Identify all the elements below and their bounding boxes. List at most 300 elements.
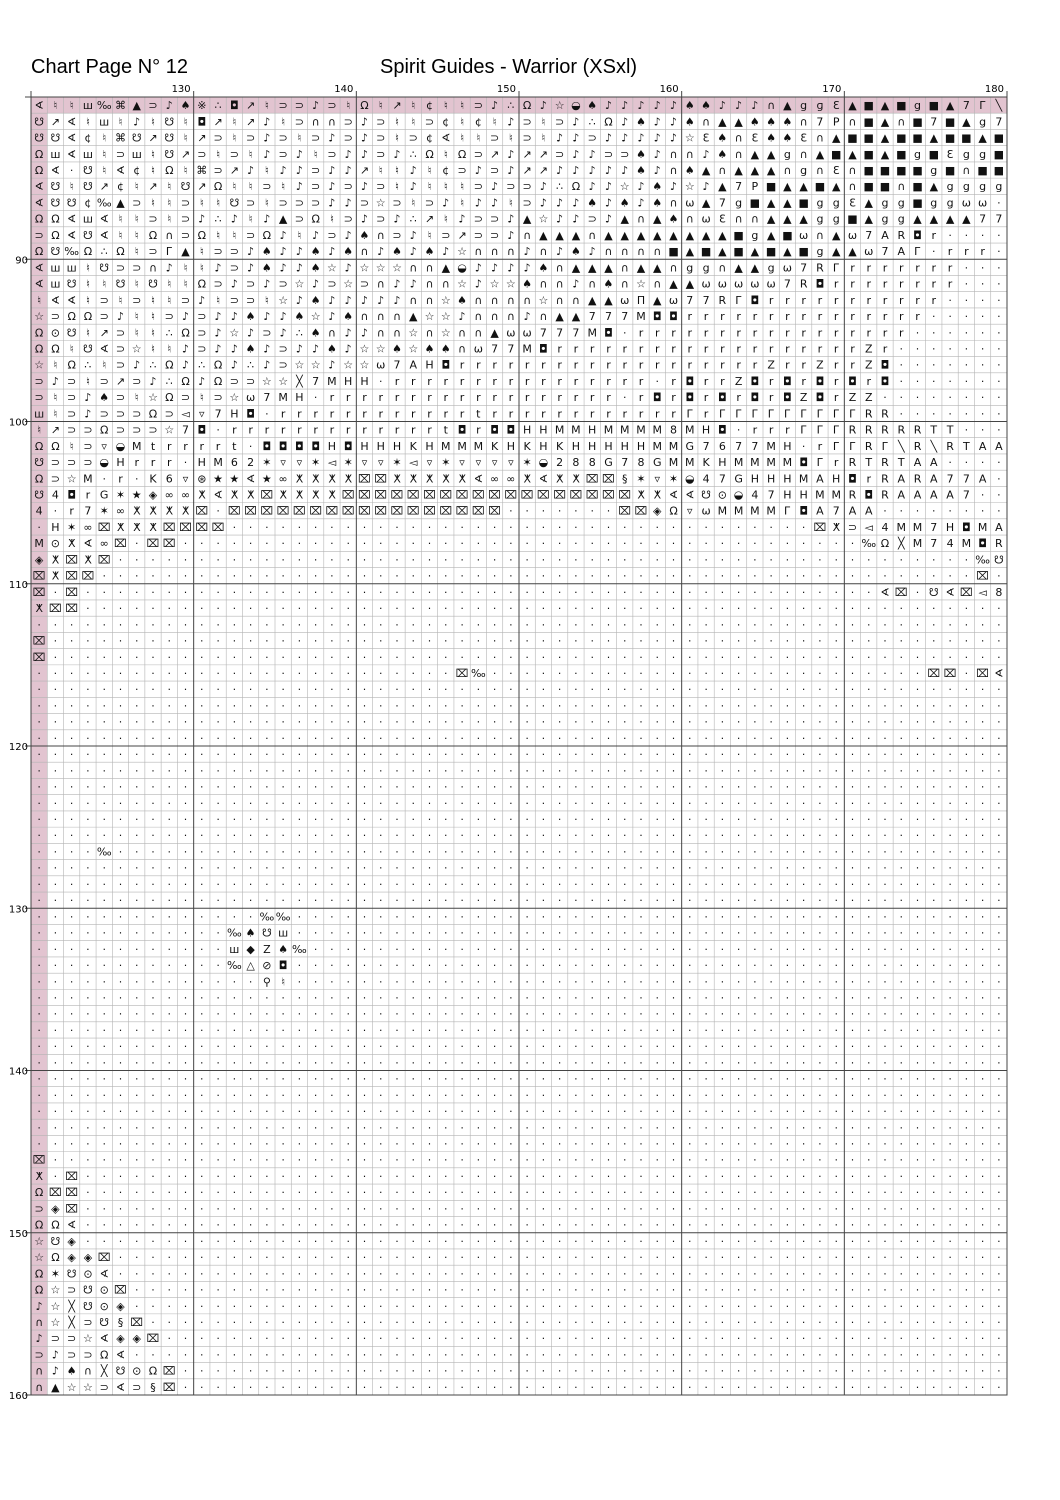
chart-symbol: ◘ xyxy=(978,537,987,551)
chart-symbol: · xyxy=(297,1072,302,1086)
chart-symbol: r xyxy=(850,358,855,372)
chart-symbol: · xyxy=(818,1023,822,1037)
chart-symbol: · xyxy=(574,877,578,891)
chart-symbol: · xyxy=(509,942,513,956)
chart-symbol: · xyxy=(980,764,985,778)
chart-symbol: · xyxy=(606,748,611,762)
chart-symbol: · xyxy=(297,569,302,583)
chart-symbol: · xyxy=(134,926,139,940)
chart-symbol: H xyxy=(425,439,434,453)
chart-symbol: ♮ xyxy=(460,131,465,145)
chart-symbol: ♠ xyxy=(66,1364,77,1378)
chart-symbol: · xyxy=(427,520,432,534)
chart-symbol: · xyxy=(492,959,497,973)
chart-symbol: · xyxy=(200,731,204,745)
chart-symbol: ♪ xyxy=(474,277,482,291)
chart-symbol: · xyxy=(932,975,936,989)
chart-symbol: · xyxy=(997,683,1001,697)
chart-symbol: ♪ xyxy=(393,293,401,307)
chart-symbol: · xyxy=(200,813,204,827)
chart-symbol: · xyxy=(639,829,643,843)
chart-symbol: · xyxy=(655,1137,660,1151)
chart-symbol: · xyxy=(964,942,969,956)
chart-symbol: r xyxy=(931,293,937,307)
chart-symbol: · xyxy=(753,520,757,534)
chart-symbol: · xyxy=(395,1153,399,1167)
chart-symbol: · xyxy=(671,829,676,843)
chart-symbol: · xyxy=(492,910,497,924)
chart-symbol: · xyxy=(801,910,806,924)
chart-symbol: · xyxy=(639,877,643,891)
chart-symbol: · xyxy=(102,926,106,940)
chart-symbol: · xyxy=(899,748,904,762)
chart-symbol: · xyxy=(525,537,529,551)
chart-symbol: · xyxy=(590,1056,594,1070)
chart-symbol: · xyxy=(86,731,90,745)
chart-symbol: · xyxy=(557,569,562,583)
chart-symbol: · xyxy=(899,358,904,372)
chart-symbol: · xyxy=(655,374,660,388)
chart-symbol: ▲ xyxy=(522,212,532,226)
chart-symbol: · xyxy=(216,1283,220,1297)
chart-symbol: ■ xyxy=(863,164,874,178)
chart-symbol: · xyxy=(818,829,822,843)
chart-symbol: · xyxy=(997,699,1001,713)
chart-symbol: · xyxy=(216,748,220,762)
chart-symbol: · xyxy=(362,748,367,762)
chart-symbol: · xyxy=(736,1234,741,1248)
chart-symbol: · xyxy=(395,602,399,616)
chart-symbol: · xyxy=(444,1348,448,1362)
chart-symbol: · xyxy=(557,1380,562,1394)
chart-symbol: r xyxy=(313,423,318,437)
chart-symbol: · xyxy=(134,618,139,632)
chart-symbol: · xyxy=(980,910,985,924)
chart-symbol: ‰ xyxy=(96,196,112,210)
chart-symbol: · xyxy=(899,910,904,924)
chart-symbol: · xyxy=(671,650,676,664)
chart-symbol: · xyxy=(297,666,302,680)
chart-symbol: · xyxy=(86,634,90,648)
chart-symbol: · xyxy=(850,585,855,599)
chart-symbol: · xyxy=(980,228,985,242)
chart-symbol: · xyxy=(850,942,855,956)
chart-symbol: ▲ xyxy=(766,196,776,210)
chart-symbol: · xyxy=(411,910,416,924)
chart-symbol: · xyxy=(980,1218,985,1232)
chart-symbol: ♠ xyxy=(457,293,468,307)
chart-symbol: · xyxy=(574,553,578,567)
chart-symbol: ⊃ xyxy=(441,228,451,242)
chart-symbol: ╳ xyxy=(68,1315,75,1329)
chart-symbol: ⊃ xyxy=(213,245,223,259)
chart-symbol: ▲ xyxy=(701,196,711,210)
chart-symbol: ш xyxy=(99,115,110,129)
chart-symbol: · xyxy=(866,894,871,908)
chart-symbol: r xyxy=(785,358,790,372)
chart-symbol: · xyxy=(720,1267,725,1281)
chart-symbol: · xyxy=(639,1234,643,1248)
chart-symbol: · xyxy=(704,731,708,745)
chart-symbol: · xyxy=(509,715,513,729)
chart-symbol: ▲ xyxy=(815,147,825,161)
chart-symbol: · xyxy=(720,1332,725,1346)
chart-symbol: ♮ xyxy=(443,99,448,113)
chart-symbol: · xyxy=(476,894,481,908)
chart-symbol: · xyxy=(102,877,106,891)
chart-symbol: · xyxy=(476,537,481,551)
chart-symbol: · xyxy=(883,569,887,583)
chart-symbol: · xyxy=(932,650,936,664)
chart-symbol: ▲ xyxy=(685,228,695,242)
chart-symbol: · xyxy=(411,1218,416,1232)
chart-symbol: Г xyxy=(800,423,808,437)
chart-symbol: Ω xyxy=(51,439,60,453)
chart-symbol: · xyxy=(69,959,74,973)
chart-symbol: ◘ xyxy=(799,504,809,518)
chart-symbol: ⵅ xyxy=(246,488,255,502)
chart-symbol: ⊃ xyxy=(67,423,77,437)
chart-symbol: ♮ xyxy=(443,212,448,226)
chart-symbol: · xyxy=(395,1040,399,1054)
chart-symbol: ☆ xyxy=(440,310,451,324)
chart-symbol: · xyxy=(444,861,448,875)
chart-symbol: · xyxy=(53,1105,58,1119)
chart-symbol: · xyxy=(476,1105,481,1119)
chart-symbol: · xyxy=(151,1348,155,1362)
chart-symbol: · xyxy=(980,423,985,437)
chart-symbol: · xyxy=(395,650,399,664)
chart-symbol: · xyxy=(801,1218,806,1232)
chart-symbol: · xyxy=(606,1072,611,1086)
chart-symbol: · xyxy=(330,780,334,794)
chart-symbol: ◒ xyxy=(538,456,549,470)
chart-symbol: · xyxy=(378,845,383,859)
chart-symbol: · xyxy=(541,1315,546,1329)
chart-symbol: ■ xyxy=(798,245,809,259)
chart-symbol: · xyxy=(444,910,448,924)
chart-symbol: · xyxy=(102,1072,106,1086)
chart-symbol: · xyxy=(378,1137,383,1151)
chart-symbol: 4 xyxy=(51,488,59,502)
chart-symbol: · xyxy=(866,780,871,794)
chart-symbol: · xyxy=(378,634,383,648)
chart-symbol: · xyxy=(557,520,562,534)
chart-symbol: · xyxy=(37,618,41,632)
chart-symbol: ▲ xyxy=(278,212,288,226)
chart-symbol: ◘ xyxy=(229,99,239,113)
chart-symbol: ∢ xyxy=(99,342,109,356)
chart-symbol: A xyxy=(946,488,954,502)
chart-symbol: ♮ xyxy=(443,180,448,194)
chart-symbol: · xyxy=(232,715,237,729)
chart-symbol: · xyxy=(509,666,513,680)
chart-symbol: Ω xyxy=(181,374,190,388)
chart-symbol: · xyxy=(753,1202,757,1216)
chart-symbol: ⌧ xyxy=(520,488,534,502)
chart-symbol: · xyxy=(183,1315,188,1329)
chart-symbol: A xyxy=(930,456,938,470)
chart-symbol: · xyxy=(671,1332,676,1346)
chart-symbol: · xyxy=(330,764,334,778)
chart-symbol: ♪ xyxy=(84,407,92,421)
chart-symbol: · xyxy=(460,634,464,648)
chart-symbol: ∩ xyxy=(83,1364,92,1378)
chart-symbol: ⊃ xyxy=(34,1348,44,1362)
chart-symbol: ⊃ xyxy=(132,261,142,275)
chart-symbol: · xyxy=(476,991,481,1005)
chart-symbol: · xyxy=(53,942,58,956)
chart-symbol: · xyxy=(265,1380,269,1394)
chart-symbol: · xyxy=(232,1315,237,1329)
chart-symbol: ∴ xyxy=(588,115,596,129)
chart-symbol: · xyxy=(346,764,350,778)
chart-symbol: ☆ xyxy=(34,1251,45,1265)
chart-symbol: · xyxy=(932,942,936,956)
chart-symbol: · xyxy=(509,569,513,583)
chart-symbol: ◘ xyxy=(815,277,825,291)
chart-symbol: ⊃ xyxy=(278,99,288,113)
chart-symbol: · xyxy=(834,1121,838,1135)
chart-symbol: · xyxy=(525,813,529,827)
chart-symbol: · xyxy=(785,780,790,794)
chart-symbol: · xyxy=(834,861,838,875)
chart-symbol: · xyxy=(411,1364,416,1378)
chart-symbol: · xyxy=(574,1137,578,1151)
chart-symbol: ♪ xyxy=(263,310,271,324)
chart-symbol: ⌧ xyxy=(374,472,388,486)
chart-symbol: · xyxy=(671,520,676,534)
chart-symbol: · xyxy=(346,1332,350,1346)
chart-symbol: · xyxy=(183,1088,188,1102)
chart-symbol: r xyxy=(882,277,888,291)
chart-symbol: ⊃ xyxy=(408,131,418,145)
chart-symbol: · xyxy=(964,293,969,307)
chart-symbol: · xyxy=(525,1348,529,1362)
chart-symbol: · xyxy=(134,1072,139,1086)
chart-symbol: · xyxy=(704,959,708,973)
chart-symbol: · xyxy=(362,1315,367,1329)
chart-symbol: · xyxy=(460,650,464,664)
chart-symbol: · xyxy=(232,1283,237,1297)
chart-symbol: · xyxy=(557,1105,562,1119)
chart-symbol: · xyxy=(866,748,871,762)
chart-symbol: · xyxy=(997,845,1001,859)
chart-symbol: · xyxy=(948,959,952,973)
chart-symbol: · xyxy=(232,650,237,664)
chart-symbol: · xyxy=(574,666,578,680)
chart-symbol: ♮ xyxy=(151,342,155,356)
chart-symbol: · xyxy=(704,1169,708,1183)
chart-symbol: r xyxy=(671,374,676,388)
chart-symbol: · xyxy=(753,764,757,778)
chart-symbol: · xyxy=(492,699,497,713)
chart-symbol: · xyxy=(248,780,253,794)
chart-symbol: · xyxy=(834,1186,838,1200)
chart-symbol: ♠ xyxy=(99,391,110,405)
chart-symbol: ※ xyxy=(197,99,207,113)
chart-symbol: · xyxy=(330,796,334,810)
chart-symbol: · xyxy=(118,618,123,632)
chart-symbol: · xyxy=(915,504,920,518)
chart-symbol: · xyxy=(932,1056,936,1070)
chart-symbol: · xyxy=(769,1056,773,1070)
chart-symbol: · xyxy=(850,1023,855,1037)
chart-symbol: · xyxy=(330,1299,334,1313)
chart-symbol: · xyxy=(167,1234,172,1248)
chart-symbol: · xyxy=(704,877,708,891)
chart-symbol: · xyxy=(736,1186,741,1200)
chart-symbol: · xyxy=(736,1105,741,1119)
chart-symbol: · xyxy=(753,829,757,843)
row-axis-label: 160 xyxy=(8,1391,28,1402)
chart-symbol: ⌧ xyxy=(97,553,111,567)
chart-symbol: ✶ xyxy=(67,520,77,534)
chart-symbol: · xyxy=(134,1251,139,1265)
chart-symbol: · xyxy=(232,1218,237,1232)
chart-symbol: Ω xyxy=(34,1267,44,1281)
chart-symbol: · xyxy=(932,813,936,827)
chart-symbol: 7 xyxy=(718,472,726,486)
chart-symbol: · xyxy=(378,1218,383,1232)
chart-symbol: · xyxy=(932,845,936,859)
chart-symbol: · xyxy=(232,1007,237,1021)
chart-symbol: ш xyxy=(34,407,45,421)
chart-symbol: · xyxy=(346,1007,350,1021)
chart-symbol: · xyxy=(281,1251,285,1265)
chart-symbol: · xyxy=(313,877,318,891)
chart-symbol: · xyxy=(281,1202,285,1216)
chart-symbol: · xyxy=(362,715,367,729)
chart-symbol: r xyxy=(736,326,741,340)
chart-symbol: ⌧ xyxy=(65,569,79,583)
chart-symbol: r xyxy=(573,407,579,421)
chart-symbol: r xyxy=(899,310,904,324)
chart-symbol: · xyxy=(476,1299,481,1313)
chart-symbol: · xyxy=(183,715,188,729)
chart-symbol: · xyxy=(411,569,416,583)
chart-symbol: M xyxy=(652,423,663,437)
chart-symbol: ⵅ xyxy=(295,488,304,502)
chart-symbol: · xyxy=(411,1007,416,1021)
chart-symbol: · xyxy=(980,1315,985,1329)
chart-symbol: ■ xyxy=(912,180,923,194)
chart-symbol: · xyxy=(232,1364,237,1378)
chart-symbol: ◘ xyxy=(848,472,857,486)
chart-symbol: · xyxy=(899,991,904,1005)
chart-symbol: ☆ xyxy=(684,180,695,194)
chart-symbol: H xyxy=(376,439,385,453)
chart-symbol: · xyxy=(444,1056,448,1070)
chart-symbol: · xyxy=(850,1153,855,1167)
chart-symbol: · xyxy=(574,894,578,908)
chart-symbol: Ω xyxy=(165,164,174,178)
chart-symbol: · xyxy=(606,959,611,973)
chart-symbol: ■ xyxy=(847,131,858,145)
chart-symbol: ╳ xyxy=(68,1299,75,1313)
chart-symbol: ◘ xyxy=(848,374,857,388)
chart-symbol: ∩ xyxy=(441,277,450,291)
chart-symbol: · xyxy=(980,926,985,940)
chart-symbol: ♪ xyxy=(556,196,564,210)
chart-symbol: · xyxy=(590,683,594,697)
chart-symbol: · xyxy=(265,861,269,875)
chart-symbol: · xyxy=(509,537,513,551)
chart-symbol: · xyxy=(818,1267,822,1281)
chart-symbol: ✶ xyxy=(311,456,321,470)
chart-symbol: · xyxy=(980,991,985,1005)
chart-symbol: · xyxy=(525,634,529,648)
chart-symbol: · xyxy=(785,845,790,859)
chart-symbol: · xyxy=(818,569,822,583)
chart-symbol: · xyxy=(232,1332,237,1346)
chart-symbol: · xyxy=(883,796,887,810)
chart-symbol: ♮ xyxy=(102,164,107,178)
chart-symbol: · xyxy=(590,1234,594,1248)
chart-symbol: · xyxy=(525,553,529,567)
chart-symbol: · xyxy=(69,1121,74,1135)
chart-symbol: R xyxy=(864,407,873,421)
chart-symbol: ∢ xyxy=(994,666,1004,680)
chart-symbol: r xyxy=(785,293,790,307)
chart-symbol: Г xyxy=(165,245,173,259)
chart-symbol: ∩ xyxy=(539,310,548,324)
chart-symbol: · xyxy=(232,1186,237,1200)
chart-symbol: · xyxy=(411,731,416,745)
chart-symbol: · xyxy=(411,796,416,810)
chart-symbol: · xyxy=(151,618,155,632)
chart-symbol: ▲ xyxy=(653,293,662,307)
chart-symbol: · xyxy=(915,1137,920,1151)
chart-symbol: · xyxy=(509,1332,513,1346)
chart-symbol: ⵅ xyxy=(653,488,661,502)
chart-symbol: · xyxy=(476,715,481,729)
chart-symbol: ⌧ xyxy=(585,488,599,502)
chart-symbol: · xyxy=(460,813,464,827)
chart-symbol: · xyxy=(118,1186,123,1200)
chart-symbol: · xyxy=(688,1169,692,1183)
chart-symbol: · xyxy=(444,780,448,794)
chart-symbol: · xyxy=(476,1072,481,1086)
chart-symbol: · xyxy=(704,780,708,794)
chart-symbol: · xyxy=(769,845,773,859)
chart-symbol: · xyxy=(411,666,416,680)
chart-symbol: H xyxy=(783,488,792,502)
chart-symbol: · xyxy=(460,1153,464,1167)
chart-symbol: · xyxy=(216,796,220,810)
chart-symbol: · xyxy=(964,1088,969,1102)
chart-symbol: · xyxy=(915,1105,920,1119)
chart-symbol: ∩ xyxy=(458,326,467,340)
chart-symbol: · xyxy=(915,942,920,956)
chart-symbol: · xyxy=(948,1105,952,1119)
chart-symbol: · xyxy=(769,1267,773,1281)
chart-symbol: · xyxy=(395,1267,399,1281)
chart-symbol: r xyxy=(768,310,774,324)
chart-symbol: G xyxy=(604,456,613,470)
chart-symbol: ╲ xyxy=(995,99,1003,113)
chart-symbol: · xyxy=(801,1186,806,1200)
chart-symbol: · xyxy=(818,1186,822,1200)
chart-symbol: · xyxy=(509,894,513,908)
chart-symbol: · xyxy=(411,1283,416,1297)
chart-symbol: · xyxy=(639,715,643,729)
chart-symbol: · xyxy=(769,618,773,632)
chart-symbol: · xyxy=(997,196,1001,210)
chart-symbol: · xyxy=(444,942,448,956)
chart-symbol: · xyxy=(785,861,790,875)
chart-symbol: · xyxy=(704,1234,708,1248)
